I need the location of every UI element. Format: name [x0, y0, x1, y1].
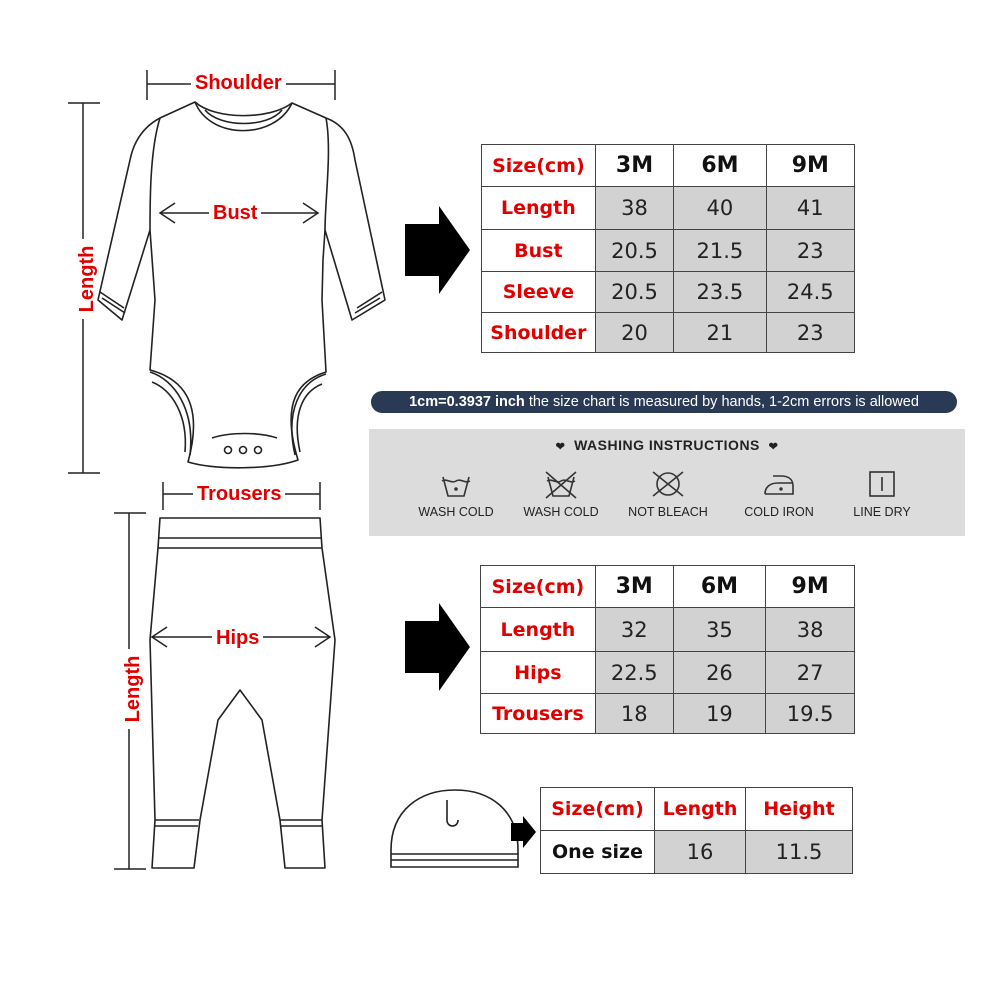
cell-value: 16 — [655, 831, 746, 874]
row-label: Hips — [481, 652, 596, 694]
wash-item-label: NOT BLEACH — [628, 505, 708, 519]
arrow-right-icon — [405, 206, 470, 294]
line-dry-icon — [867, 469, 897, 499]
bust-label: Bust — [209, 203, 261, 223]
cell-value: 24.5 — [766, 272, 854, 313]
heart-icon: ❤ — [555, 441, 566, 453]
bodysuit-illustration — [60, 60, 400, 490]
cell-value: 19 — [673, 694, 766, 734]
cell-value: 23 — [766, 230, 854, 272]
bodysuit-size-table — [481, 144, 855, 353]
table-row — [541, 831, 853, 874]
wash-cold-icon — [439, 469, 473, 499]
cell-value: 21.5 — [674, 230, 766, 272]
hat-illustration — [385, 785, 525, 875]
trousers-label: Trousers — [193, 484, 285, 504]
table-row — [481, 652, 855, 694]
note-text: the size chart is measured by hands, 1-2cm errors is allowed — [524, 394, 919, 410]
size-3m-header: 3M — [595, 566, 673, 608]
wash-item — [401, 469, 511, 519]
row-label: Shoulder — [482, 313, 596, 353]
row-label: Trousers — [481, 694, 596, 734]
trousers-size-table — [480, 565, 855, 734]
row-label: Length — [481, 608, 596, 652]
size-header: Size(cm) — [481, 566, 596, 608]
cell-value: 38 — [595, 187, 674, 230]
wash-item — [613, 469, 723, 519]
table-row — [482, 272, 855, 313]
row-label: Sleeve — [482, 272, 596, 313]
cell-value: 20 — [595, 313, 674, 353]
arrow-right-icon — [405, 603, 470, 691]
length-top-label: Length — [77, 239, 97, 319]
wash-item-label: LINE DRY — [853, 505, 911, 519]
cell-value: 18 — [595, 694, 673, 734]
measurement-note — [371, 391, 957, 413]
wash-item-label: WASH COLD — [418, 505, 494, 519]
cell-value: 11.5 — [746, 831, 853, 874]
length-bottom-label: Length — [123, 649, 143, 729]
length-header: Length — [655, 788, 746, 831]
cell-value: 22.5 — [595, 652, 673, 694]
table-row — [481, 608, 855, 652]
table-row — [482, 230, 855, 272]
size-3m-header: 3M — [595, 145, 674, 187]
no-wash-icon — [543, 469, 579, 499]
cell-value: 41 — [766, 187, 854, 230]
cell-value: 38 — [766, 608, 855, 652]
cell-value: 40 — [674, 187, 766, 230]
wash-item — [506, 469, 616, 519]
cell-value: 20.5 — [595, 272, 674, 313]
cell-value: 26 — [673, 652, 766, 694]
arrow-right-icon — [511, 816, 536, 848]
wash-item-label: COLD IRON — [744, 505, 814, 519]
hips-label: Hips — [212, 628, 263, 648]
cell-value: 21 — [674, 313, 766, 353]
washing-title — [369, 437, 965, 453]
cell-value: 35 — [673, 608, 766, 652]
size-header: Size(cm) — [541, 788, 655, 831]
height-header: Height — [746, 788, 853, 831]
table-row — [481, 694, 855, 734]
row-label: Bust — [482, 230, 596, 272]
size-6m-header: 6M — [673, 566, 766, 608]
hat-size-table — [540, 787, 853, 874]
shoulder-label: Shoulder — [191, 73, 286, 93]
cell-value: 32 — [595, 608, 673, 652]
washing-title-text: WASHING INSTRUCTIONS — [574, 437, 760, 453]
cell-value: 19.5 — [766, 694, 855, 734]
cell-value: 23 — [766, 313, 854, 353]
size-header: Size(cm) — [482, 145, 596, 187]
size-6m-header: 6M — [674, 145, 766, 187]
cold-iron-icon — [761, 469, 797, 499]
row-label: One size — [541, 831, 655, 874]
table-row — [482, 187, 855, 230]
wash-item — [827, 469, 937, 519]
cell-value: 20.5 — [595, 230, 674, 272]
size-9m-header: 9M — [766, 566, 855, 608]
wash-item — [724, 469, 834, 519]
table-row — [482, 313, 855, 353]
heart-icon: ❤ — [768, 441, 779, 453]
note-conversion: 1cm=0.3937 inch — [409, 394, 525, 410]
size-9m-header: 9M — [766, 145, 854, 187]
wash-item-label: WASH COLD — [523, 505, 599, 519]
not-bleach-icon — [650, 469, 686, 499]
cell-value: 27 — [766, 652, 855, 694]
row-label: Length — [482, 187, 596, 230]
cell-value: 23.5 — [674, 272, 766, 313]
washing-instructions-panel — [369, 429, 965, 536]
